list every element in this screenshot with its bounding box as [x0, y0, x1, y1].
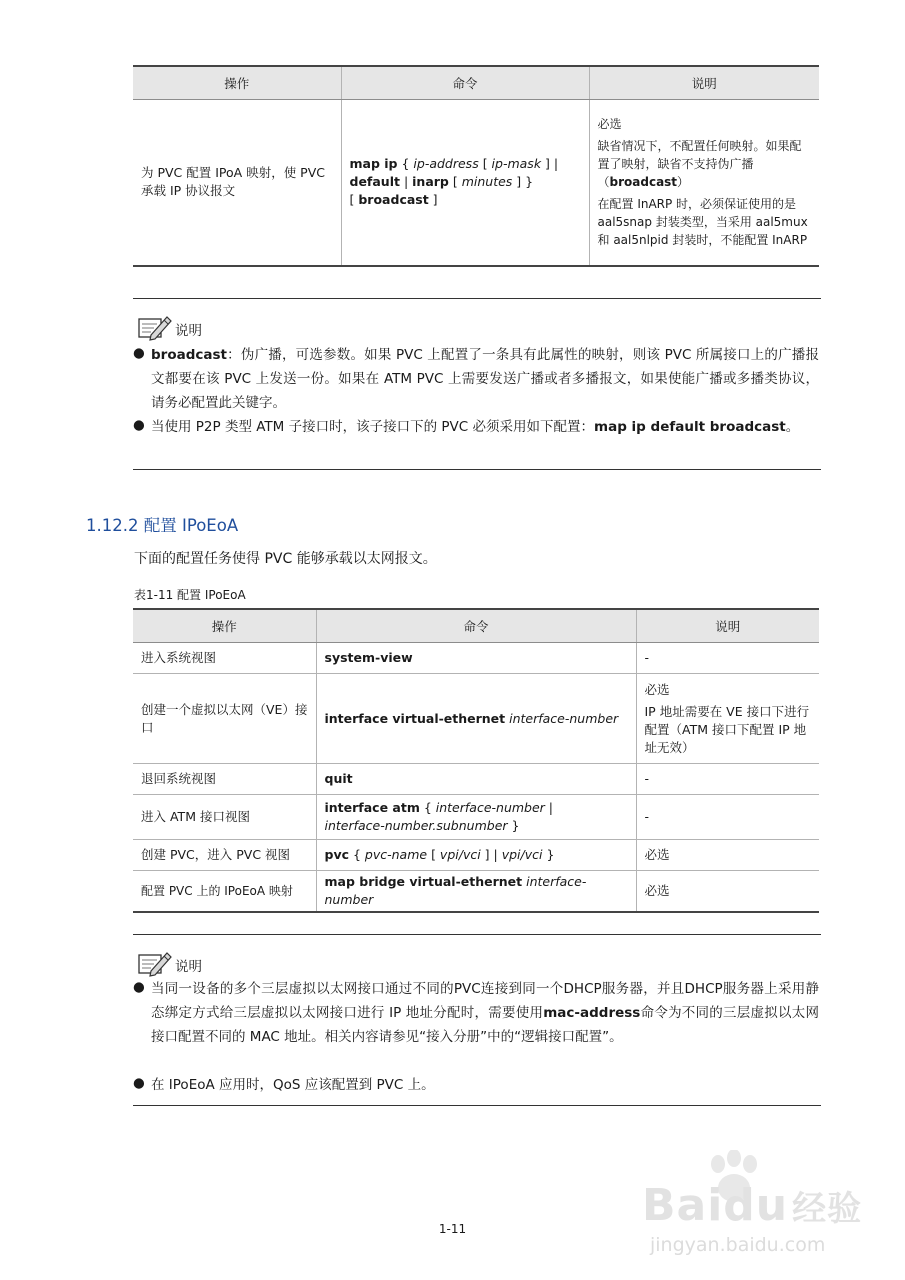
note-box-2: 说明 ● 当同一设备的多个三层虚拟以太网接口通过不同的PVC连接到同一个DHCP服务器，并且DHCP服务器上采用静态绑定方式给三层虚拟以太网接口进行 IP 地址分配时，需要使用mac-address命令为不同的三层虚拟以太网接口配置不同的 MAC 地址。相关内容请参见“接入分册”中的“逻辑接口配置”。 ● 在 IPoEoA 应用时，QoS 应该配置到 PVC 上。 — [133, 934, 821, 1106]
header-operation: 操作 — [133, 66, 341, 100]
note-label: 说明 — [175, 323, 202, 339]
command-table-ipoa — [133, 65, 819, 267]
cell-description: - — [636, 795, 819, 840]
cell-operation: 退回系统视图 — [133, 764, 316, 795]
cell-description: - — [636, 764, 819, 795]
note-box-1: 说明 ● broadcast：伪广播，可选参数。如果 PVC 上配置了一条具有此属性的映射，则该 PVC 所属接口上的广播报文都要在该 PVC 上发送一份。如果在 ATM PVC 上需要发送广播或者多播报文，如果使能广播或多播类协议，请务必配置此关键字。 ● 当使用 P2P 类型 ATM 子接口时，该子接口下的 PVC 必须采用如下配置：map ip default broadcast。 — [133, 298, 821, 470]
cell-command: pvc { pvc-name [ vpi/vci ] | vpi/vci } — [316, 840, 636, 871]
bullet-dot-icon: ● — [133, 345, 145, 361]
section-title: 1.12.2 配置 IPoEoA — [86, 516, 239, 535]
cell-command: map bridge virtual-ethernet interface-number — [316, 871, 636, 913]
cell-command: interface virtual-ethernet interface-number — [316, 674, 636, 764]
table-row — [133, 871, 819, 913]
table-row — [133, 643, 819, 674]
cell-description: 必选 IP 地址需要在 VE 接口下进行配置（ATM 接口下配置 IP 地址无效） — [636, 674, 819, 764]
header-command: 命令 — [316, 609, 636, 643]
bullet-dot-icon: ● — [133, 417, 145, 433]
cell-command: system-view — [316, 643, 636, 674]
cell-description — [589, 100, 819, 266]
cell-description: 必选 — [636, 871, 819, 913]
page-number: 1-11 — [438, 1222, 467, 1236]
table-row — [133, 840, 819, 871]
cell-operation: 创建 PVC，进入 PVC 视图 — [133, 840, 316, 871]
cell-operation: 创建一个虚拟以太网（VE）接口 — [133, 674, 316, 764]
cell-operation: 进入系统视图 — [133, 643, 316, 674]
cell-operation: 进入 ATM 接口视图 — [133, 795, 316, 840]
baidu-watermark — [638, 1150, 863, 1260]
bullet-dot-icon: ● — [133, 979, 145, 995]
table-row — [133, 674, 819, 764]
desc-inarp: 在配置 InARP 时，必须保证使用的是 aal5snap 封装类型，当采用 aal5mux 和 aal5nlpid 封装时，不能配置 InARP — [597, 197, 808, 248]
desc-required: 必选 — [597, 117, 622, 132]
note-pencil-icon — [137, 949, 173, 979]
cell-operation: 配置 PVC 上的 IPoEoA 映射 — [133, 871, 316, 913]
header-operation: 操作 — [133, 609, 316, 643]
cell-description: 必选 — [636, 840, 819, 871]
header-command: 命令 — [341, 66, 589, 100]
table-row — [133, 764, 819, 795]
header-description: 说明 — [589, 66, 819, 100]
table-row — [133, 795, 819, 840]
watermark-url: jingyan.baidu.com — [650, 1234, 826, 1256]
note-label: 说明 — [175, 959, 202, 975]
cell-operation: 为 PVC 配置 IPoA 映射，使 PVC 承载 IP 协议报文 — [133, 100, 341, 266]
watermark-brand: Baidu 经验 — [642, 1180, 863, 1231]
bullet-dot-icon: ● — [133, 1075, 145, 1091]
cell-command: interface atm { interface-number | interface-number.subnumber } — [316, 795, 636, 840]
note-pencil-icon — [137, 313, 173, 343]
header-description: 说明 — [636, 609, 819, 643]
table-caption: 表1-11 配置 IPoEoA — [134, 588, 246, 602]
command-table-ipoeoa — [133, 608, 819, 913]
desc-default: 缺省情况下，不配置任何映射。如果配置了映射，缺省不支持伪广播（broadcast） — [597, 139, 802, 190]
cell-command: map ip { ip-address [ ip-mask ] | default | inarp [ minutes ] } [ broadcast ] — [341, 100, 589, 266]
section-intro: 下面的配置任务使得 PVC 能够承载以太网报文。 — [134, 551, 437, 567]
cell-description: - — [636, 643, 819, 674]
cell-command: quit — [316, 764, 636, 795]
